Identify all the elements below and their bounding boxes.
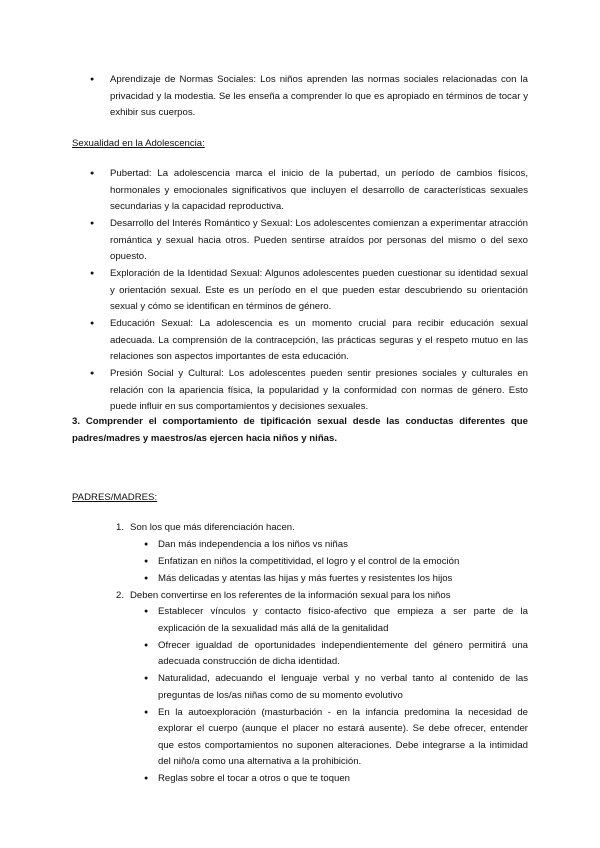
numbered-item xyxy=(72,588,528,605)
list-item: ● Exploración de la Identidad Sexual: Algunos adolescentes pueden cuestionar su identidad sexual y orientación sexual. Este es un período en el que pueden estar descubriendo su orientación sexual y cómo se identifican en términos de género. xyxy=(72,266,528,316)
numbered-item xyxy=(72,520,528,537)
list-item: ● Naturalidad, adecuando el lenguaje verbal y no verbal tanto al contenido de las preguntas de los/as niñas como de su momento evolutivo xyxy=(72,671,528,704)
list-item: ● Establecer vínculos y contacto físico-afectivo que empieza a ser parte de la explicación de la sexualidad más allá de la genitalidad xyxy=(72,604,528,637)
item-text: Son los que más diferenciación hacen. xyxy=(130,522,295,533)
adolescence-bullet-list xyxy=(72,166,528,416)
item-number: 1. xyxy=(116,522,125,533)
parents-numbered-list-cont xyxy=(72,588,528,605)
item-number: 2. xyxy=(116,589,125,601)
parents-heading-block xyxy=(72,490,528,507)
intro-bullet-list xyxy=(72,72,528,122)
list-item: ● Más delicadas y atentas las hijas y más fuertes y resistentes los hijos xyxy=(72,571,528,588)
list-item: ● Enfatizan en niños la competitividad, el logro y el control de la emoción xyxy=(72,554,528,571)
section3-block xyxy=(72,414,528,447)
parents-numbered-list xyxy=(72,520,528,537)
parents-list-block xyxy=(72,520,528,788)
section-heading: Sexualidad en la Adolescencia: xyxy=(72,138,205,149)
section-title: 3. Comprender el comportamiento de tipificación sexual desde las conductas diferentes que padres/madres y maestros/as ejercen hacia niños y niñas. xyxy=(72,416,528,444)
item-text: Deben convertirse en los referentes de la información sexual para los niños xyxy=(130,589,451,601)
list-item: ● En la autoexploración (masturbación - en la infancia predomina la necesidad de explorar el cuerpo (aunque el placer no estará ausente). Se debe ofrecer, entender que estos comportamientos no suponen alteraciones. Debe integrarse a la intimidad del niño/a como una alternativa a la prohibición. xyxy=(72,705,528,771)
sub-bullet-list xyxy=(72,604,528,788)
list-item: ● Aprendizaje de Normas Sociales: Los niños aprenden las normas sociales relacionadas con la privacidad y la modestia. Se les enseña a comprender lo que es apropiado en términos de tocar y exhibir sus cuerpos. xyxy=(72,72,528,122)
list-item: ● Ofrecer igualdad de oportunidades independientemente del género permitirá una adecuada construcción de dicha identidad. xyxy=(72,638,528,671)
adolescence-bullets-block xyxy=(72,166,528,416)
list-item: ● Pubertad: La adolescencia marca el inicio de la pubertad, un período de cambios físicos, hormonales y emocionales significativos que incluyen el desarrollo de características sexuales secundarias y la capacidad reproductiva. xyxy=(72,166,528,216)
intro-bullets-block xyxy=(72,72,528,122)
list-item: ● Reglas sobre el tocar a otros o que te toquen xyxy=(72,771,528,788)
section-heading: PADRES/MADRES: xyxy=(72,492,158,503)
list-item: ● Presión Social y Cultural: Los adolescentes pueden sentir presiones sociales y culturales en relación con la apariencia física, la popularidad y la conformidad con normas de género. Esto puede influir en sus comportamientos y decisiones sexuales. xyxy=(72,366,528,416)
list-item: ● Educación Sexual: La adolescencia es un momento crucial para recibir educación sexual adecuada. La comprensión de la contracepción, las prácticas seguras y el respeto mutuo en las relaciones son aspectos importantes de esta educación. xyxy=(72,316,528,366)
list-item: ● Desarrollo del Interés Romántico y Sexual: Los adolescentes comienzan a experimentar atracción romántica y sexual hacia otros. Pueden sentirse atraídos por personas del mismo o del sexo opuesto. xyxy=(72,216,528,266)
sub-bullet-list xyxy=(72,537,528,588)
list-item: ● Dan más independencia a los niños vs niñas xyxy=(72,537,528,554)
adolescence-heading-block xyxy=(72,136,528,153)
